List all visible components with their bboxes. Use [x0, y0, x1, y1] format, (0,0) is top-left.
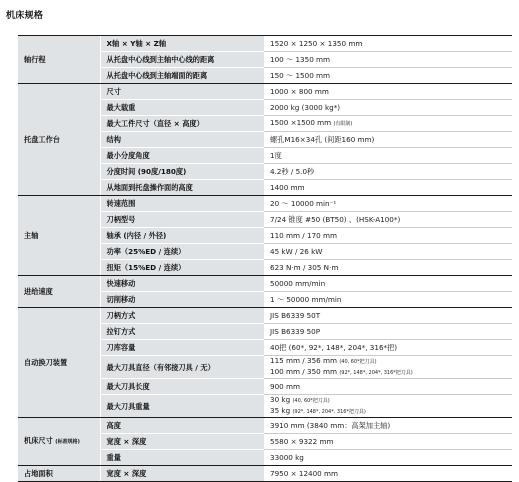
table-row — [18, 36, 512, 52]
category-label: 轴行程 — [24, 55, 46, 64]
value-line — [270, 469, 506, 478]
value-cell — [264, 36, 512, 52]
value-text: 100 ～ 1350 mm — [270, 55, 331, 64]
value-line — [270, 263, 506, 272]
value-text: 45 kW / 26 kW — [270, 247, 323, 256]
value-text: 50000 mm/min — [270, 279, 326, 288]
value-cell — [264, 180, 512, 196]
category-cell — [18, 308, 100, 418]
value-text: 7950 × 12400 mm — [270, 469, 339, 478]
item-label: 最大载重 — [100, 100, 264, 116]
value-text: 20 ～ 10000 min⁻¹ — [270, 199, 337, 208]
value-cell — [264, 356, 512, 379]
value-line — [270, 295, 506, 304]
value-text: 5580 × 9322 mm — [270, 437, 334, 446]
table-row — [18, 276, 512, 292]
value-note: (40, 60*把刀具) — [292, 398, 330, 404]
category-cell — [18, 196, 100, 276]
value-text: JIS B6339 50P — [270, 327, 321, 336]
value-cell — [264, 466, 512, 482]
category-cell — [18, 84, 100, 196]
item-label: 刀柄方式 — [100, 308, 264, 324]
item-label: 转速范围 — [100, 196, 264, 212]
item-label: 从托盘中心线到主轴端面的距离 — [100, 68, 264, 84]
value-text: 7/24 锥度 #50 (BT50) 、(HSK-A100*) — [270, 215, 401, 224]
value-text: 100 mm / 350 mm — [270, 367, 338, 376]
category-label: 托盘工作台 — [24, 135, 60, 144]
value-text: 35 kg — [270, 406, 291, 415]
value-cell — [264, 164, 512, 180]
table-row — [18, 308, 512, 324]
item-label: 快速移动 — [100, 276, 264, 292]
item-label: 高度 — [100, 418, 264, 434]
value-text: 900 mm — [270, 382, 301, 391]
value-cell — [264, 450, 512, 466]
value-cell — [264, 260, 512, 276]
item-label: 最大刀具长度 — [100, 379, 264, 395]
value-text: 1500 ×1500 mm — [270, 118, 332, 127]
value-text: 1520 × 1250 × 1350 mm — [270, 39, 363, 48]
category-label: 进给速度 — [24, 287, 53, 296]
value-line — [270, 199, 506, 208]
value-line — [270, 103, 506, 112]
value-note: (有限制) — [333, 121, 353, 127]
value-cell — [264, 292, 512, 308]
value-line — [270, 55, 506, 64]
value-note: (40, 60*把刀具) — [339, 359, 377, 365]
value-cell — [264, 308, 512, 324]
value-line — [270, 39, 506, 48]
item-label: 宽度 × 深度 — [100, 466, 264, 482]
table-row — [18, 418, 512, 434]
category-cell — [18, 466, 100, 482]
value-line — [270, 356, 506, 367]
category-note: (标准规格) — [55, 439, 80, 445]
value-note: (92*, 148*, 204*, 316*把刀具) — [339, 370, 413, 376]
item-label: X轴 × Y轴 × Z轴 — [100, 36, 264, 52]
value-text: 115 mm / 356 mm — [270, 356, 338, 365]
item-label: 尺寸 — [100, 84, 264, 100]
value-line — [270, 87, 506, 96]
value-cell — [264, 324, 512, 340]
page-title: 机床规格 — [6, 11, 44, 21]
value-line — [270, 311, 506, 320]
value-cell — [264, 212, 512, 228]
value-line — [270, 406, 506, 417]
value-text: 4.2秒 / 5.0秒 — [270, 167, 315, 176]
value-text: 1 ～ 50000 mm/min — [270, 295, 342, 304]
value-cell — [264, 340, 512, 356]
value-text: 110 mm / 170 mm — [270, 231, 338, 240]
value-line — [270, 437, 506, 446]
value-line — [270, 71, 506, 80]
item-label: 扭矩（15%ED / 连续） — [100, 260, 264, 276]
category-cell — [18, 36, 100, 84]
item-label: 最大刀具直径（有邻接刀具 / 无） — [100, 356, 264, 379]
item-label: 切削移动 — [100, 292, 264, 308]
value-cell — [264, 84, 512, 100]
table-row — [18, 84, 512, 100]
value-line — [270, 118, 506, 129]
item-label: 最大刀具重量 — [100, 395, 264, 418]
value-note: (92*, 148*, 204*, 316*把刀具) — [292, 409, 366, 415]
value-cell — [264, 132, 512, 148]
value-text: 1度 — [270, 151, 282, 160]
value-cell — [264, 395, 512, 418]
value-line — [270, 421, 506, 430]
item-label: 最大工件尺寸（直径 × 高度） — [100, 116, 264, 132]
value-line — [270, 395, 506, 406]
spec-table — [18, 35, 512, 482]
item-label: 从托盘中心线到主轴中心线的距离 — [100, 52, 264, 68]
value-line — [270, 167, 506, 176]
category-label: 主轴 — [24, 231, 39, 240]
value-cell — [264, 228, 512, 244]
value-line — [270, 343, 506, 352]
value-text: 623 N·m / 305 N·m — [270, 263, 339, 272]
value-cell — [264, 100, 512, 116]
value-cell — [264, 379, 512, 395]
value-text: 33000 kg — [270, 453, 304, 462]
value-text: 2000 kg (3000 kg*) — [270, 103, 341, 112]
item-label: 最小分度角度 — [100, 148, 264, 164]
value-line — [270, 247, 506, 256]
value-text: 螺孔M16×34孔 (间距160 mm) — [270, 135, 375, 144]
value-cell — [264, 276, 512, 292]
value-line — [270, 151, 506, 160]
spec-table-body — [18, 36, 512, 482]
value-line — [270, 453, 506, 462]
value-cell — [264, 148, 512, 164]
item-label: 分度时间 (90度/180度) — [100, 164, 264, 180]
value-cell — [264, 116, 512, 132]
value-line — [270, 135, 506, 144]
value-cell — [264, 68, 512, 84]
value-text: 3910 mm (3840 mm：高架加主轴) — [270, 421, 391, 430]
value-text: 1000 × 800 mm — [270, 87, 329, 96]
value-line — [270, 183, 506, 192]
value-text: 150 ～ 1500 mm — [270, 71, 331, 80]
category-label: 机床尺寸 — [24, 436, 53, 445]
value-line — [270, 367, 506, 378]
table-row — [18, 466, 512, 482]
category-label: 自动换刀装置 — [24, 358, 68, 367]
value-cell — [264, 244, 512, 260]
value-line — [270, 215, 506, 224]
value-line — [270, 279, 506, 288]
value-cell — [264, 52, 512, 68]
value-text: 40把 (60*, 92*, 148*, 204*, 316*把) — [270, 343, 398, 352]
item-label: 从地面到托盘操作面的高度 — [100, 180, 264, 196]
item-label: 刀库容量 — [100, 340, 264, 356]
table-row — [18, 196, 512, 212]
value-line — [270, 327, 506, 336]
value-cell — [264, 434, 512, 450]
item-label: 刀柄型号 — [100, 212, 264, 228]
item-label: 功率（25%ED / 连续） — [100, 244, 264, 260]
value-line — [270, 382, 506, 391]
category-cell — [18, 418, 100, 466]
value-text: 30 kg — [270, 395, 291, 404]
value-line — [270, 231, 506, 240]
item-label: 重量 — [100, 450, 264, 466]
category-cell — [18, 276, 100, 308]
category-label: 占地面积 — [24, 469, 53, 478]
value-text: JIS B6339 50T — [270, 311, 321, 320]
value-text: 1400 mm — [270, 183, 305, 192]
value-cell — [264, 196, 512, 212]
item-label: 结构 — [100, 132, 264, 148]
item-label: 拉钉方式 — [100, 324, 264, 340]
item-label: 宽度 × 深度 — [100, 434, 264, 450]
item-label: 轴承 (内径 / 外径) — [100, 228, 264, 244]
value-cell — [264, 418, 512, 434]
